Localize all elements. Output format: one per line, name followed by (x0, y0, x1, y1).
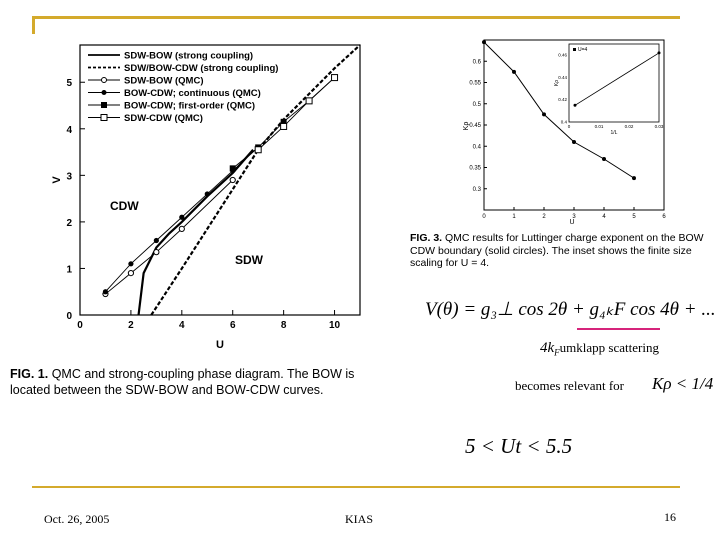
fig1-y-tick-label: 3 (66, 171, 72, 183)
fig3-y-tick-label: 0.55 (469, 80, 481, 87)
fig3-luttinger-plot (462, 36, 672, 226)
fig3-inset-x-tick-label: 0.02 (624, 124, 634, 129)
fig1-x-tick-label: 10 (328, 320, 341, 331)
slide-frame-top (32, 16, 680, 19)
fig3-y-axis-label: Kρ (463, 121, 470, 131)
fig3-point (572, 140, 576, 144)
fig1-legend-label: SDW-CDW (QMC) (124, 113, 203, 124)
fig1-legend-label: BOW-CDW; first-order (QMC) (124, 100, 256, 112)
fig1-open-square-point (306, 98, 312, 104)
fig3-inset (554, 44, 664, 136)
fig3-point (542, 112, 546, 116)
fig3-x-tick-label: 1 (512, 214, 516, 220)
fig1-open-circle-point (154, 250, 159, 255)
fig3-x-tick-label: 2 (542, 214, 546, 220)
fig3-caption-label: FIG. 3. (410, 232, 443, 244)
fig1-y-axis-label: V (51, 176, 63, 184)
fig3-x-tick-label: 3 (572, 214, 576, 220)
fig1-phase-diagram (50, 30, 370, 355)
page-number: 16 (664, 510, 676, 524)
fig3-x-tick-label: 0 (482, 214, 486, 220)
fig1-caption-label: FIG. 1. (10, 367, 49, 381)
footer-center: KIAS (345, 512, 374, 526)
fig3-inset-x-tick-label: 0 (567, 124, 571, 129)
fig1-caption-text: QMC and strong-coupling phase diagram. The BOW is located between the SDW-BOW and BOW-CDW curves. (10, 367, 355, 397)
fig1-x-axis-label: U (216, 339, 224, 351)
fig1-x-tick-label: 4 (179, 320, 185, 331)
fig1-y-tick-label: 5 (66, 78, 72, 90)
fig1-filled-circle-point (179, 215, 184, 220)
fig1-x-tick-label: 0 (77, 320, 83, 331)
fig3-caption (410, 232, 710, 270)
fig1-open-circle-point (128, 271, 133, 276)
fig3-caption-text: QMC results for Luttinger charge exponent on the BOW CDW boundary (solid circles). The inset shows the finite size scaling for U = 4. (410, 232, 704, 269)
fig3-inset-y-tick-label: 0.42 (558, 97, 567, 103)
fig1-legend-swatch-marker (101, 115, 107, 121)
fig3-inset-legend-label: U=4 (578, 47, 588, 53)
fig3-inset-x-axis-label: 1/L (610, 130, 618, 136)
fig1-legend-swatch-marker (102, 78, 107, 83)
fig3-x-tick-label: 4 (602, 214, 606, 220)
ut-range-formula: 5 < Ut < 5.5 (465, 434, 573, 458)
umklapp-prefix: 4k (540, 340, 555, 356)
fig3-inset-legend-marker (573, 48, 576, 51)
fig1-filled-circle-point (128, 261, 133, 266)
umklapp-line (540, 340, 659, 358)
fig1-open-square-point (332, 75, 338, 81)
fig3-inset-y-tick-label: 0.4 (560, 119, 567, 125)
fig3-y-tick-label: 0.3 (472, 186, 481, 193)
fig1-legend-label: SDW-BOW (strong coupling) (124, 50, 254, 62)
fig1-region-label-cdw: CDW (110, 199, 139, 213)
fig1-legend-label: SDW-BOW (QMC) (124, 75, 204, 87)
fig3-inset-point (658, 51, 661, 54)
fig1-open-circle-point (179, 226, 184, 231)
fig1-y-tick-label: 0 (66, 311, 72, 322)
fig1-open-square-point (281, 123, 287, 129)
fig3-point (512, 70, 516, 74)
slide-frame-left (32, 16, 35, 34)
fig1-y-tick-label: 1 (66, 264, 72, 276)
potential-formula: V(θ) = g₃⊥ cos 2θ + g₄ₖF cos 4θ + ... (425, 299, 716, 320)
fig3-inset-y-axis-label: Kρ (554, 79, 560, 87)
fig3-x-tick-label: 5 (632, 214, 636, 220)
fig3-inset-y-tick-label: 0.46 (558, 52, 567, 58)
relevant-condition: Kρ < 1/4 (652, 374, 714, 393)
fig3-inset-frame (569, 44, 659, 122)
fig3-inset-y-tick-label: 0.44 (558, 74, 567, 80)
fig3-y-tick-label: 0.35 (469, 165, 481, 172)
fig3-x-tick-label: 6 (662, 214, 666, 220)
fig1-series-line-5 (258, 78, 334, 150)
fig3-x-axis-label: U (569, 219, 575, 226)
fig1-series-line-0 (139, 150, 254, 315)
footer-date: Oct. 26, 2005 (44, 512, 110, 526)
fig3-point (632, 176, 636, 180)
fig3-y-tick-label: 0.45 (469, 123, 481, 129)
fig1-legend-label: BOW-CDW; continuous (QMC) (124, 88, 261, 99)
umklapp-text: umklapp scattering (559, 340, 659, 355)
fig3-inset-point (574, 104, 577, 107)
fig1-x-tick-label: 2 (128, 320, 134, 331)
fig1-x-tick-label: 8 (280, 320, 287, 331)
fig1-open-circle-point (230, 177, 235, 182)
fig3-y-tick-label: 0.6 (472, 59, 481, 66)
fig3-inset-x-tick-label: 0.03 (654, 124, 664, 129)
fig3-inset-x-tick-label: 0.01 (594, 124, 604, 129)
fig1-filled-square-point (230, 165, 236, 171)
fig1-legend (88, 51, 278, 125)
fig3-point (602, 157, 606, 161)
fig3-point (482, 40, 486, 44)
fig1-y-tick-label: 2 (66, 217, 72, 229)
umklapp-underline (577, 328, 660, 330)
fig1-filled-circle-point (103, 289, 108, 294)
fig1-legend-label: SDW/BOW-CDW (strong coupling) (124, 63, 279, 74)
fig1-y-tick-label: 4 (66, 124, 72, 136)
fig1-filled-circle-point (205, 191, 210, 196)
fig1-region-label-sdw: SDW (235, 253, 263, 267)
relevant-text: becomes relevant for (515, 378, 625, 393)
slide-footer-rule (32, 486, 680, 488)
fig1-series-line-2 (105, 180, 232, 294)
umklapp-subscript: F (554, 347, 560, 358)
fig1-legend-swatch-marker (101, 102, 107, 108)
fig1-legend-swatch-marker (102, 90, 107, 95)
fig1-caption (10, 366, 390, 398)
fig3-y-tick-label: 0.5 (472, 101, 481, 108)
fig3-y-tick-label: 0.4 (472, 144, 481, 151)
fig1-filled-circle-point (154, 238, 159, 243)
fig1-open-square-point (255, 147, 261, 153)
fig1-x-tick-label: 6 (229, 320, 236, 331)
